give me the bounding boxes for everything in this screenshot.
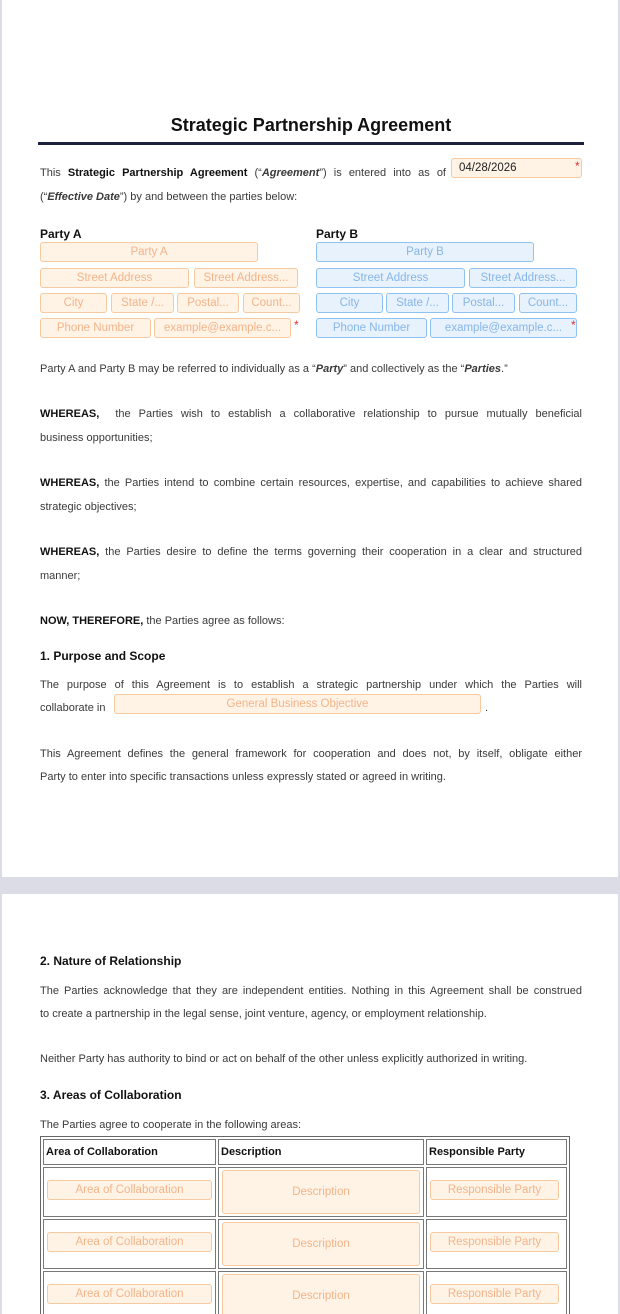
party-b-street-input[interactable]: Street Address [316, 268, 465, 288]
party-a-phone-input[interactable]: Phone Number [40, 318, 151, 338]
whereas-label: WHEREAS, [40, 408, 100, 420]
table-header-row [43, 1139, 567, 1165]
section-2-line-1: The Parties acknowledge that they are independent entities. Nothing in this Agreement shall be construed [40, 985, 582, 997]
table-cell [218, 1167, 424, 1217]
area-input[interactable]: Area of Collaboration [47, 1284, 212, 1304]
whereas-clause-2-cont: strategic objectives; [40, 501, 137, 513]
description-input[interactable]: Description [222, 1222, 420, 1266]
title-divider [38, 142, 584, 145]
whereas-text: the Parties wish to establish a collaborative relationship to pursue mutually beneficial [115, 408, 582, 420]
table-row [43, 1219, 567, 1269]
parties-term: Parties [464, 363, 502, 375]
party-a-name-input[interactable]: Party A [40, 242, 258, 262]
party-b-country-input[interactable]: Count... [519, 293, 577, 313]
parties-text: .” [501, 363, 508, 375]
area-input[interactable]: Area of Collaboration [47, 1232, 212, 1252]
whereas-label: WHEREAS, [40, 546, 100, 558]
intro-text: (“ [254, 167, 262, 179]
effective-date-input[interactable]: 04/28/2026 [451, 158, 582, 178]
party-b-label: Party B [316, 227, 359, 241]
section-3-intro: The Parties agree to cooperate in the following areas: [40, 1119, 302, 1131]
agreement-term: Agreement [261, 167, 320, 179]
party-a-street-input[interactable]: Street Address [40, 268, 189, 288]
intro-text: This [40, 167, 61, 179]
description-input[interactable]: Description [222, 1170, 420, 1214]
party-b-city-input[interactable]: City [316, 293, 383, 313]
intro-line-2 [40, 190, 297, 204]
table-cell [426, 1271, 567, 1314]
table-cell [218, 1271, 424, 1314]
column-header-area: Area of Collaboration [43, 1139, 216, 1165]
now-therefore-clause [40, 614, 285, 628]
agreement-name: Strategic Partnership Agreement [67, 167, 248, 179]
now-therefore-label: NOW, THEREFORE, [40, 615, 144, 627]
responsible-party-input[interactable]: Responsible Party [430, 1180, 559, 1200]
business-objective-input[interactable]: General Business Objective [114, 694, 481, 714]
document-title: Strategic Partnership Agreement [170, 115, 452, 135]
whereas-clause-3-cont: manner; [40, 570, 81, 582]
section-2-para-2: Neither Party has authority to bind or act on behalf of the other unless explicitly authorized in writing. [40, 1053, 528, 1065]
party-b-street2-input[interactable]: Street Address... [469, 268, 577, 288]
party-a-label: Party A [40, 227, 82, 241]
table-cell [43, 1271, 216, 1314]
party-b-state-input[interactable]: State /... [386, 293, 449, 313]
party-a-country-input[interactable]: Count... [243, 293, 300, 313]
party-b-phone-input[interactable]: Phone Number [316, 318, 427, 338]
required-indicator: * [571, 318, 576, 332]
parties-text: Party A and Party B may be referred to individually as a “ [40, 363, 316, 375]
whereas-label: WHEREAS, [40, 477, 100, 489]
responsible-party-input[interactable]: Responsible Party [430, 1232, 559, 1252]
section-3-heading: 3. Areas of Collaboration [40, 1088, 182, 1102]
intro-text: ”) is entered into as of [319, 167, 446, 179]
parties-text: ” and collectively as the “ [343, 363, 465, 375]
table-cell [426, 1219, 567, 1269]
section-1-para-2-line-1: This Agreement defines the general framework for cooperation and does not, by itself, obligate either [40, 748, 582, 760]
section-1-line-1: The purpose of this Agreement is to establish a strategic partnership under which the Parties will [40, 679, 582, 691]
collaboration-table [40, 1136, 570, 1314]
party-a-postal-input[interactable]: Postal... [177, 293, 239, 313]
intro-line-1 [40, 166, 446, 180]
party-a-email-input[interactable]: example@example.c... [154, 318, 291, 338]
table-cell [43, 1167, 216, 1217]
whereas-clause-2 [40, 476, 582, 490]
column-header-responsible-party: Responsible Party [426, 1139, 567, 1165]
description-input[interactable]: Description [222, 1274, 420, 1314]
whereas-clause-3 [40, 545, 582, 559]
whereas-clause-1-cont: business opportunities; [40, 432, 153, 444]
section-1-heading: 1. Purpose and Scope [40, 649, 166, 663]
section-1-line-2-prefix: collaborate in [40, 702, 106, 714]
table-cell [426, 1167, 567, 1217]
table-row [43, 1271, 567, 1314]
area-input[interactable]: Area of Collaboration [47, 1180, 212, 1200]
section-1-line-2-suffix: . [485, 702, 489, 714]
parties-definition [40, 362, 508, 376]
required-indicator: * [575, 159, 580, 173]
section-1-para-2-line-2: Party to enter into specific transactions unless expressly stated or agreed in writing. [40, 771, 446, 783]
party-b-email-input[interactable]: example@example.c... [430, 318, 577, 338]
intro-text: (“ [40, 191, 48, 203]
whereas-clause-1 [40, 407, 582, 421]
party-a-city-input[interactable]: City [40, 293, 107, 313]
now-therefore-text: the Parties agree as follows: [146, 615, 285, 627]
table-row [43, 1167, 567, 1217]
section-2-heading: 2. Nature of Relationship [40, 954, 182, 968]
table-cell [218, 1219, 424, 1269]
whereas-text: the Parties intend to combine certain resources, expertise, and capabilities to achieve shared [104, 477, 582, 489]
table-cell [43, 1219, 216, 1269]
column-header-description: Description [218, 1139, 424, 1165]
party-b-name-input[interactable]: Party B [316, 242, 534, 262]
party-b-postal-input[interactable]: Postal... [452, 293, 515, 313]
section-2-line-2: to create a partnership in the legal sense, joint venture, agency, or employment relationship. [40, 1008, 487, 1020]
party-term: Party [315, 363, 344, 375]
whereas-text: the Parties desire to define the terms governing their cooperation in a clear and structured [105, 546, 582, 558]
effective-date-term: Effective Date [47, 191, 120, 203]
party-a-state-input[interactable]: State /... [111, 293, 174, 313]
required-indicator: * [294, 318, 299, 332]
intro-text: ”) by and between the parties below: [119, 191, 298, 203]
party-a-street2-input[interactable]: Street Address... [194, 268, 298, 288]
responsible-party-input[interactable]: Responsible Party [430, 1284, 559, 1304]
